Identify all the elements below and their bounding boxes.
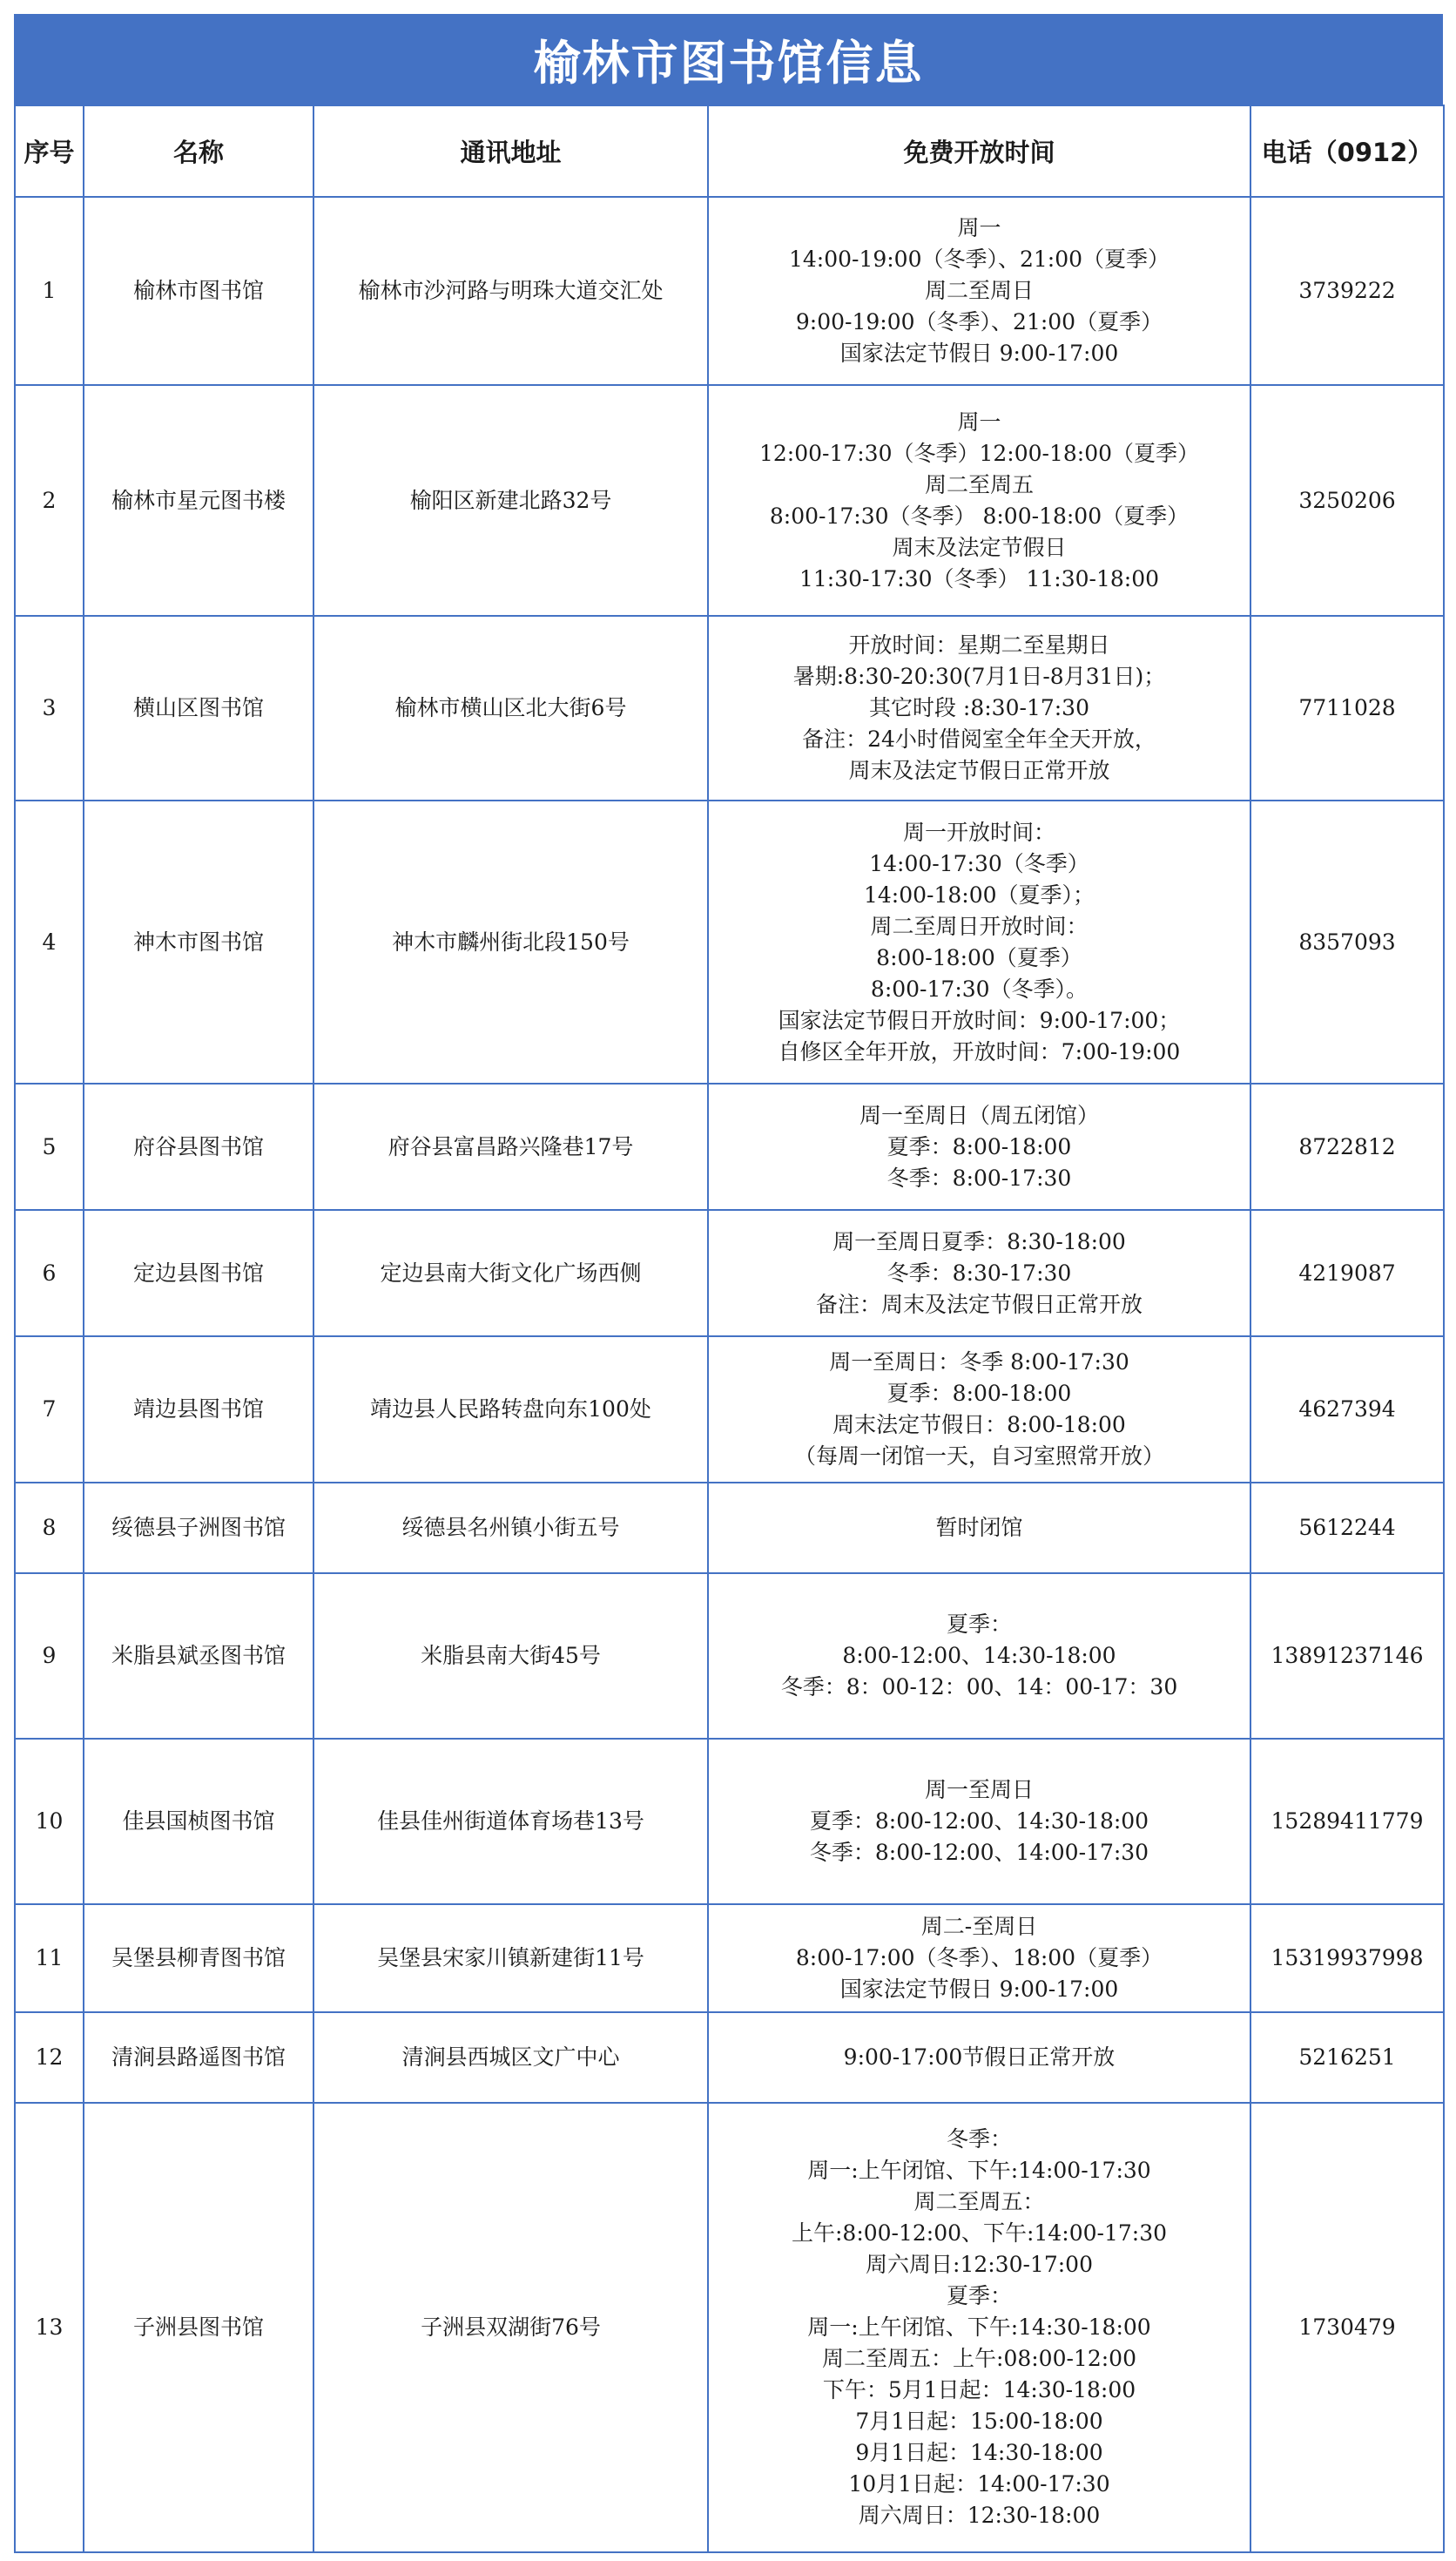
row-number: 5 <box>15 1084 84 1210</box>
hours-line: 周末及法定节假日 <box>892 534 1067 560</box>
header-no: 序号 <box>15 105 84 197</box>
hours-line: 周一:上午闭馆、下午:14:00-17:30 <box>807 2158 1151 2183</box>
library-address: 定边县南大街文化广场西侧 <box>313 1210 708 1336</box>
hours-line: 国家法定节假日开放时间：9:00-17:00； <box>778 1007 1181 1033</box>
hours-line: 国家法定节假日 9:00-17:00 <box>839 1976 1119 2002</box>
hours-line: 周六周日：12:30-18:00 <box>858 2503 1101 2528</box>
phone-number: 4627394 <box>1250 1336 1444 1483</box>
table-row <box>15 1483 1444 1573</box>
phone-number: 13891237146 <box>1250 1573 1444 1739</box>
header-phone: 电话（0912） <box>1250 105 1444 197</box>
hours-line: 8:00-18:00（夏季） <box>876 944 1082 970</box>
hours-line: 冬季：8:30-17:30 <box>886 1260 1072 1286</box>
library-name: 横山区图书馆 <box>84 616 313 801</box>
hours-line: 冬季：8:00-17:30 <box>886 1165 1072 1191</box>
hours-line: 下午：5月1日起：14:30-18:00 <box>822 2377 1136 2402</box>
hours-line: 周末法定节假日：8:00-18:00 <box>832 1412 1126 1437</box>
library-name: 定边县图书馆 <box>84 1210 313 1336</box>
library-address: 神木市麟州街北段150号 <box>313 801 708 1084</box>
library-address: 清涧县西城区文广中心 <box>313 2012 708 2103</box>
phone-number: 4219087 <box>1250 1210 1444 1336</box>
library-address: 吴堡县宋家川镇新建街11号 <box>313 1904 708 2012</box>
hours-line: 周一:上午闭馆、下午:14:30-18:00 <box>807 2314 1151 2340</box>
hours-line: 其它时段 :8:30-17:30 <box>868 695 1089 720</box>
row-number: 3 <box>15 616 84 801</box>
hours-line: 9:00-19:00（冬季）、21:00（夏季） <box>795 309 1163 334</box>
hours-line: 暑期:8:30-20:30(7月1日-8月31日)； <box>792 664 1166 689</box>
hours-line: 国家法定节假日 9:00-17:00 <box>839 341 1119 366</box>
library-address: 府谷县富昌路兴隆巷17号 <box>313 1084 708 1210</box>
hours-line: 周六周日:12:30-17:00 <box>866 2252 1093 2277</box>
row-number: 13 <box>15 2103 84 2552</box>
library-name: 佳县国桢图书馆 <box>84 1739 313 1904</box>
opening-hours <box>708 801 1250 1084</box>
library-name: 榆林市星元图书楼 <box>84 385 313 616</box>
phone-number: 15319937998 <box>1250 1904 1444 2012</box>
hours-line: 周二至周五 <box>924 471 1034 497</box>
hours-line: 14:00-18:00（夏季）； <box>863 882 1095 908</box>
hours-line: 夏季：8:00-12:00、14:30-18:00 <box>809 1808 1149 1834</box>
table-header-row <box>15 105 1444 197</box>
hours-line: 周一至周日夏季：8:30-18:00 <box>832 1228 1126 1254</box>
hours-line: 备注：24小时借阅室全年全天开放， <box>802 726 1156 752</box>
table-row <box>15 801 1444 1084</box>
opening-hours <box>708 1739 1250 1904</box>
hours-line: 周一 <box>957 215 1001 240</box>
library-name: 靖边县图书馆 <box>84 1336 313 1483</box>
hours-line: 12:00-17:30（冬季）12:00-18:00（夏季） <box>758 440 1200 466</box>
phone-number: 8722812 <box>1250 1084 1444 1210</box>
library-address: 榆林市横山区北大街6号 <box>313 616 708 801</box>
table-row <box>15 1904 1444 2012</box>
hours-line: 周一 <box>957 409 1001 435</box>
hours-line: （每周一闭馆一天，自习室照常开放） <box>793 1443 1164 1469</box>
row-number: 9 <box>15 1573 84 1739</box>
header-name: 名称 <box>84 105 313 197</box>
table-body <box>15 197 1444 2552</box>
hours-line: 自修区全年开放，开放时间：7:00-19:00 <box>778 1038 1181 1064</box>
phone-number: 1730479 <box>1250 2103 1444 2552</box>
hours-line: 周二至周日 <box>924 278 1034 303</box>
library-name: 米脂县斌丞图书馆 <box>84 1573 313 1739</box>
opening-hours <box>708 1336 1250 1483</box>
library-address: 子洲县双湖街76号 <box>313 2103 708 2552</box>
phone-number: 3250206 <box>1250 385 1444 616</box>
opening-hours <box>708 2103 1250 2552</box>
hours-line: 冬季：8：00-12：00、14：00-17：30 <box>780 1674 1178 1699</box>
hours-line: 8:00-17:30（冬季）。 <box>870 976 1089 1002</box>
library-name: 绥德县子洲图书馆 <box>84 1483 313 1573</box>
row-number: 10 <box>15 1739 84 1904</box>
page-title: 榆林市图书馆信息 <box>14 14 1443 105</box>
phone-number: 7711028 <box>1250 616 1444 801</box>
library-name: 清涧县路遥图书馆 <box>84 2012 313 2103</box>
phone-number: 3739222 <box>1250 197 1444 385</box>
phone-number: 15289411779 <box>1250 1739 1444 1904</box>
opening-hours <box>708 1573 1250 1739</box>
library-name: 榆林市图书馆 <box>84 197 313 385</box>
opening-hours <box>708 1210 1250 1336</box>
table-row <box>15 2103 1444 2552</box>
library-address: 靖边县人民路转盘向东100处 <box>313 1336 708 1483</box>
table-row <box>15 616 1444 801</box>
table-row <box>15 197 1444 385</box>
row-number: 6 <box>15 1210 84 1336</box>
library-address: 绥德县名州镇小街五号 <box>313 1483 708 1573</box>
table-row <box>15 1336 1444 1483</box>
library-address: 米脂县南大街45号 <box>313 1573 708 1739</box>
hours-line: 10月1日起：14:00-17:30 <box>848 2471 1110 2497</box>
hours-line: 夏季： <box>946 1612 1012 1637</box>
hours-line: 周一至周日 <box>924 1777 1034 1802</box>
phone-number: 8357093 <box>1250 801 1444 1084</box>
hours-line: 开放时间：星期二至星期日 <box>848 632 1110 658</box>
opening-hours <box>708 1483 1250 1573</box>
hours-line: 备注：周末及法定节假日正常开放 <box>815 1291 1143 1317</box>
hours-line: 11:30-17:30（冬季） 11:30-18:00 <box>799 565 1160 591</box>
opening-hours <box>708 2012 1250 2103</box>
hours-line: 8:00-17:00（冬季）、18:00（夏季） <box>795 1945 1163 1970</box>
row-number: 8 <box>15 1483 84 1573</box>
hours-line: 7月1日起：15:00-18:00 <box>855 2409 1103 2434</box>
library-address: 佳县佳州街道体育场巷13号 <box>313 1739 708 1904</box>
opening-hours <box>708 616 1250 801</box>
library-address: 榆阳区新建北路32号 <box>313 385 708 616</box>
opening-hours <box>708 1904 1250 2012</box>
hours-line: 9:00-17:00节假日正常开放 <box>843 2044 1116 2070</box>
library-name: 子洲县图书馆 <box>84 2103 313 2552</box>
table-row <box>15 2012 1444 2103</box>
header-hours: 免费开放时间 <box>708 105 1250 197</box>
row-number: 12 <box>15 2012 84 2103</box>
library-name: 神木市图书馆 <box>84 801 313 1084</box>
hours-line: 夏季： <box>946 2283 1012 2308</box>
hours-line: 冬季： <box>946 2126 1012 2152</box>
hours-line: 8:00-17:30（冬季） 8:00-18:00（夏季） <box>769 503 1190 529</box>
hours-line: 14:00-17:30（冬季） <box>869 850 1089 876</box>
hours-line: 周一开放时间： <box>902 819 1055 845</box>
table-row <box>15 1573 1444 1739</box>
opening-hours <box>708 197 1250 385</box>
hours-line: 周末及法定节假日正常开放 <box>848 758 1110 783</box>
table-row <box>15 1084 1444 1210</box>
phone-number: 5216251 <box>1250 2012 1444 2103</box>
table-row <box>15 385 1444 616</box>
hours-line: 周二至周五： <box>913 2189 1045 2214</box>
row-number: 11 <box>15 1904 84 2012</box>
hours-line: 周二至周日开放时间： <box>870 913 1089 939</box>
hours-line: 暂时闭馆 <box>935 1515 1023 1540</box>
hours-line: 周二-至周日 <box>920 1914 1038 1939</box>
row-number: 2 <box>15 385 84 616</box>
hours-line: 周一至周日：冬季 8:00-17:30 <box>829 1349 1129 1375</box>
header-address: 通讯地址 <box>313 105 708 197</box>
hours-line: 上午:8:00-12:00、下午:14:00-17:30 <box>791 2220 1168 2246</box>
library-address: 榆林市沙河路与明珠大道交汇处 <box>313 197 708 385</box>
row-number: 4 <box>15 801 84 1084</box>
opening-hours <box>708 1084 1250 1210</box>
hours-line: 周二至周五：上午:08:00-12:00 <box>822 2346 1136 2371</box>
table-row <box>15 1210 1444 1336</box>
library-name: 府谷县图书馆 <box>84 1084 313 1210</box>
hours-line: 冬季：8:00-12:00、14:00-17:30 <box>809 1840 1149 1865</box>
hours-line: 9月1日起：14:30-18:00 <box>855 2440 1103 2465</box>
row-number: 1 <box>15 197 84 385</box>
hours-line: 夏季：8:00-18:00 <box>886 1381 1072 1406</box>
hours-line: 8:00-12:00、14:30-18:00 <box>842 1643 1116 1668</box>
library-table <box>14 105 1445 2553</box>
hours-line: 夏季：8:00-18:00 <box>886 1133 1072 1159</box>
opening-hours <box>708 385 1250 616</box>
hours-line: 周一至周日（周五闭馆） <box>859 1102 1099 1128</box>
row-number: 7 <box>15 1336 84 1483</box>
library-info-sheet <box>14 14 1443 2553</box>
library-name: 吴堡县柳青图书馆 <box>84 1904 313 2012</box>
hours-line: 14:00-19:00（冬季）、21:00（夏季） <box>788 247 1170 272</box>
table-row <box>15 1739 1444 1904</box>
phone-number: 5612244 <box>1250 1483 1444 1573</box>
